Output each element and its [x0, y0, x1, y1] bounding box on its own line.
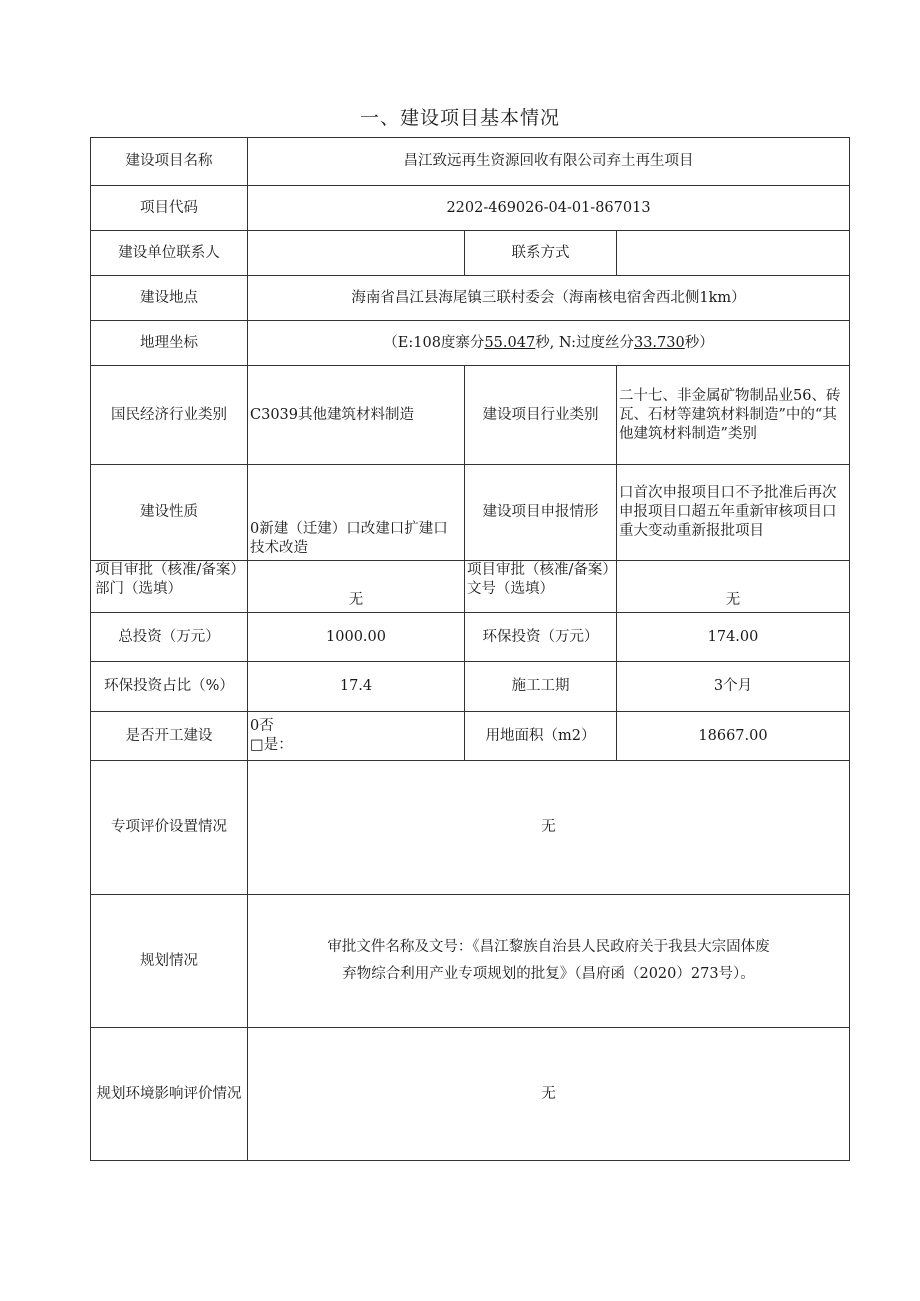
label-env-ratio: 环保投资占比（%） [91, 662, 248, 712]
label-project-industry: 建设项目行业类别 [465, 366, 617, 465]
value-project-industry: 二十七、非金属矿物制品业56、砖瓦、石材等建筑材料制造”中的“其他建筑材料制造”类别 [617, 366, 850, 465]
row-project-name [91, 138, 850, 186]
label-project-code: 项目代码 [91, 186, 248, 231]
label-national-industry: 国民经济行业类别 [91, 366, 248, 465]
value-national-industry: C3039其他建筑材料制造 [248, 366, 465, 465]
row-approval [91, 561, 850, 613]
coords-n-seconds: 33.730 [633, 334, 685, 351]
label-approval-number: 项目审批（核准/备案）文号（选填） [465, 561, 617, 613]
value-coordinates [248, 321, 850, 366]
label-started: 是否开工建设 [91, 712, 248, 761]
label-contact-person: 建设单位联系人 [91, 231, 248, 276]
label-construction-nature: 建设性质 [91, 465, 248, 561]
value-declaration-type: 口首次申报项目口不予批准后再次申报项目口超五年重新审核项目口重大变动重新报批项目 [617, 465, 850, 561]
row-nature [91, 465, 850, 561]
value-planning-eia: 无 [248, 1028, 850, 1161]
row-investment [91, 613, 850, 662]
row-industry [91, 366, 850, 465]
label-location: 建设地点 [91, 276, 248, 321]
value-started [248, 712, 465, 761]
value-construction-nature: 0新建（迁建）口改建口扩建口技术改造 [248, 465, 465, 561]
value-project-name: 昌江致远再生资源回收有限公司弃土再生项目 [248, 138, 850, 186]
value-contact-person [248, 231, 465, 276]
value-planning [248, 895, 850, 1028]
label-land-area: 用地面积（m2） [465, 712, 617, 761]
label-coordinates: 地理坐标 [91, 321, 248, 366]
value-contact-method [617, 231, 850, 276]
label-project-name: 建设项目名称 [91, 138, 248, 186]
planning-line-2: 弃物综合利用产业专项规划的批复》（昌府函（2020）273号）。 [342, 966, 755, 982]
label-special-eval: 专项评价设置情况 [91, 761, 248, 895]
value-env-investment: 174.00 [617, 613, 850, 662]
value-construction-period: 3个月 [617, 662, 850, 712]
label-env-investment: 环保投资（万元） [465, 613, 617, 662]
label-planning: 规划情况 [91, 895, 248, 1028]
planning-line-1: 审批文件名称及文号：《昌江黎族自治县人民政府关于我县大宗固体废 [327, 939, 770, 955]
label-contact-method: 联系方式 [465, 231, 617, 276]
row-special-eval [91, 761, 850, 895]
row-planning [91, 895, 850, 1028]
row-ratio [91, 662, 850, 712]
label-total-investment: 总投资（万元） [91, 613, 248, 662]
value-total-investment: 1000.00 [248, 613, 465, 662]
value-project-code: 2202-469026-04-01-867013 [248, 186, 850, 231]
label-construction-period: 施工工期 [465, 662, 617, 712]
page-title: 一、建设项目基本情况 [359, 107, 560, 129]
row-contact [91, 231, 850, 276]
value-env-ratio: 17.4 [248, 662, 465, 712]
label-declaration-type: 建设项目申报情形 [465, 465, 617, 561]
value-location: 海南省昌江县海尾镇三联村委会（海南核电宿舍西北侧1km） [248, 276, 850, 321]
label-approval-dept: 项目审批（核准/备案）部门（选填） [91, 561, 248, 613]
value-special-eval: 无 [248, 761, 850, 895]
value-land-area: 18667.00 [617, 712, 850, 761]
row-coordinates [91, 321, 850, 366]
coords-mid: 秒, N:过度丝分 [535, 334, 634, 351]
option-yes: □是： [250, 737, 293, 753]
project-info-table [90, 137, 850, 1161]
label-planning-eia: 规划环境影响评价情况 [91, 1028, 248, 1161]
value-approval-number: 无 [617, 561, 850, 613]
row-started [91, 712, 850, 761]
row-planning-eia [91, 1028, 850, 1161]
option-no: 0否 [250, 718, 274, 734]
coords-suffix: 秒） [684, 334, 714, 351]
coords-e-seconds: 55.047 [484, 334, 536, 351]
row-project-code [91, 186, 850, 231]
row-location [91, 276, 850, 321]
coords-prefix: （E:108度寨分 [383, 334, 485, 351]
value-approval-dept: 无 [248, 561, 465, 613]
